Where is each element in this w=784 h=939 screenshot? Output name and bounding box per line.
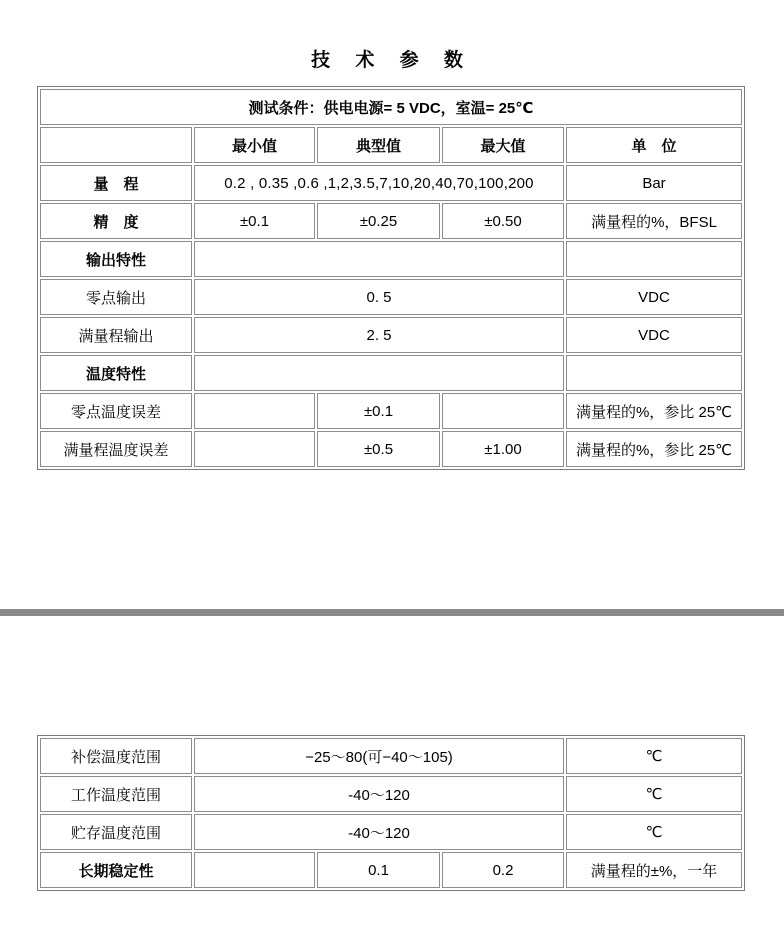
stability-typical: 0.1 [317, 852, 440, 888]
accuracy-row [40, 203, 742, 239]
test-condition-text: 测试条件：供电电源= 5 VDC，室温= 25℃ [40, 89, 742, 125]
zero-temp-error-max [442, 393, 564, 429]
fullscale-output-unit: VDC [566, 317, 742, 353]
stability-max: 0.2 [442, 852, 564, 888]
header-typical: 典型值 [317, 127, 440, 163]
zero-temp-error-typical: ±0.1 [317, 393, 440, 429]
output-section-label: 输出特性 [40, 241, 192, 277]
spec-table [37, 86, 745, 470]
accuracy-unit: 满量程的%，BFSL [566, 203, 742, 239]
temp-section-row [40, 355, 742, 391]
zero-temp-error-label: 零点温度误差 [40, 393, 192, 429]
range-label: 量 程 [40, 165, 192, 201]
compensated-range-value: −25～80(可−40～105) [194, 738, 564, 774]
temp-section-label: 温度特性 [40, 355, 192, 391]
page-title: 技 术 参 数 [311, 50, 473, 71]
fullscale-temp-error-min [194, 431, 315, 467]
storage-range-row [40, 814, 742, 850]
stability-unit: 满量程的±%，一年 [566, 852, 742, 888]
output-section-blank [194, 241, 564, 277]
stability-row [40, 852, 742, 888]
operating-range-row [40, 776, 742, 812]
header-max: 最大值 [442, 127, 564, 163]
operating-range-value: -40～120 [194, 776, 564, 812]
fullscale-output-label: 满量程输出 [40, 317, 192, 353]
storage-range-label: 贮存温度范围 [40, 814, 192, 850]
zero-output-unit: VDC [566, 279, 742, 315]
operating-range-label: 工作温度范围 [40, 776, 192, 812]
range-row [40, 165, 742, 201]
fullscale-temp-error-max: ±1.00 [442, 431, 564, 467]
test-condition-row [40, 89, 742, 125]
accuracy-max: ±0.50 [442, 203, 564, 239]
temp-section-blank [194, 355, 564, 391]
stability-min [194, 852, 315, 888]
header-row [40, 127, 742, 163]
section-divider-bar [0, 609, 784, 616]
fullscale-temp-error-unit: 满量程的%，参比 25℃ [566, 431, 742, 467]
storage-range-unit: ℃ [566, 814, 742, 850]
accuracy-label: 精 度 [40, 203, 192, 239]
fullscale-temp-error-typical: ±0.5 [317, 431, 440, 467]
accuracy-typical: ±0.25 [317, 203, 440, 239]
header-min: 最小值 [194, 127, 315, 163]
zero-output-label: 零点输出 [40, 279, 192, 315]
header-blank-cell [40, 127, 192, 163]
fullscale-temp-error-label: 满量程温度误差 [40, 431, 192, 467]
zero-temp-error-unit: 满量程的%，参比 25℃ [566, 393, 742, 429]
output-section-row [40, 241, 742, 277]
fullscale-output-value: 2. 5 [194, 317, 564, 353]
accuracy-min: ±0.1 [194, 203, 315, 239]
compensated-range-row [40, 738, 742, 774]
zero-temp-error-row [40, 393, 742, 429]
output-section-unit-blank [566, 241, 742, 277]
zero-temp-error-min [194, 393, 315, 429]
range-value: 0.2 , 0.35 ,0.6 ,1,2,3.5,7,10,20,40,70,100,200 [194, 165, 564, 201]
temperature-table [37, 735, 745, 891]
stability-label: 长期稳定性 [40, 852, 192, 888]
range-unit: Bar [566, 165, 742, 201]
zero-output-row [40, 279, 742, 315]
compensated-range-label: 补偿温度范围 [40, 738, 192, 774]
compensated-range-unit: ℃ [566, 738, 742, 774]
temp-section-unit-blank [566, 355, 742, 391]
storage-range-value: -40～120 [194, 814, 564, 850]
fullscale-output-row [40, 317, 742, 353]
operating-range-unit: ℃ [566, 776, 742, 812]
zero-output-value: 0. 5 [194, 279, 564, 315]
header-unit: 单 位 [566, 127, 742, 163]
fullscale-temp-error-row [40, 431, 742, 467]
